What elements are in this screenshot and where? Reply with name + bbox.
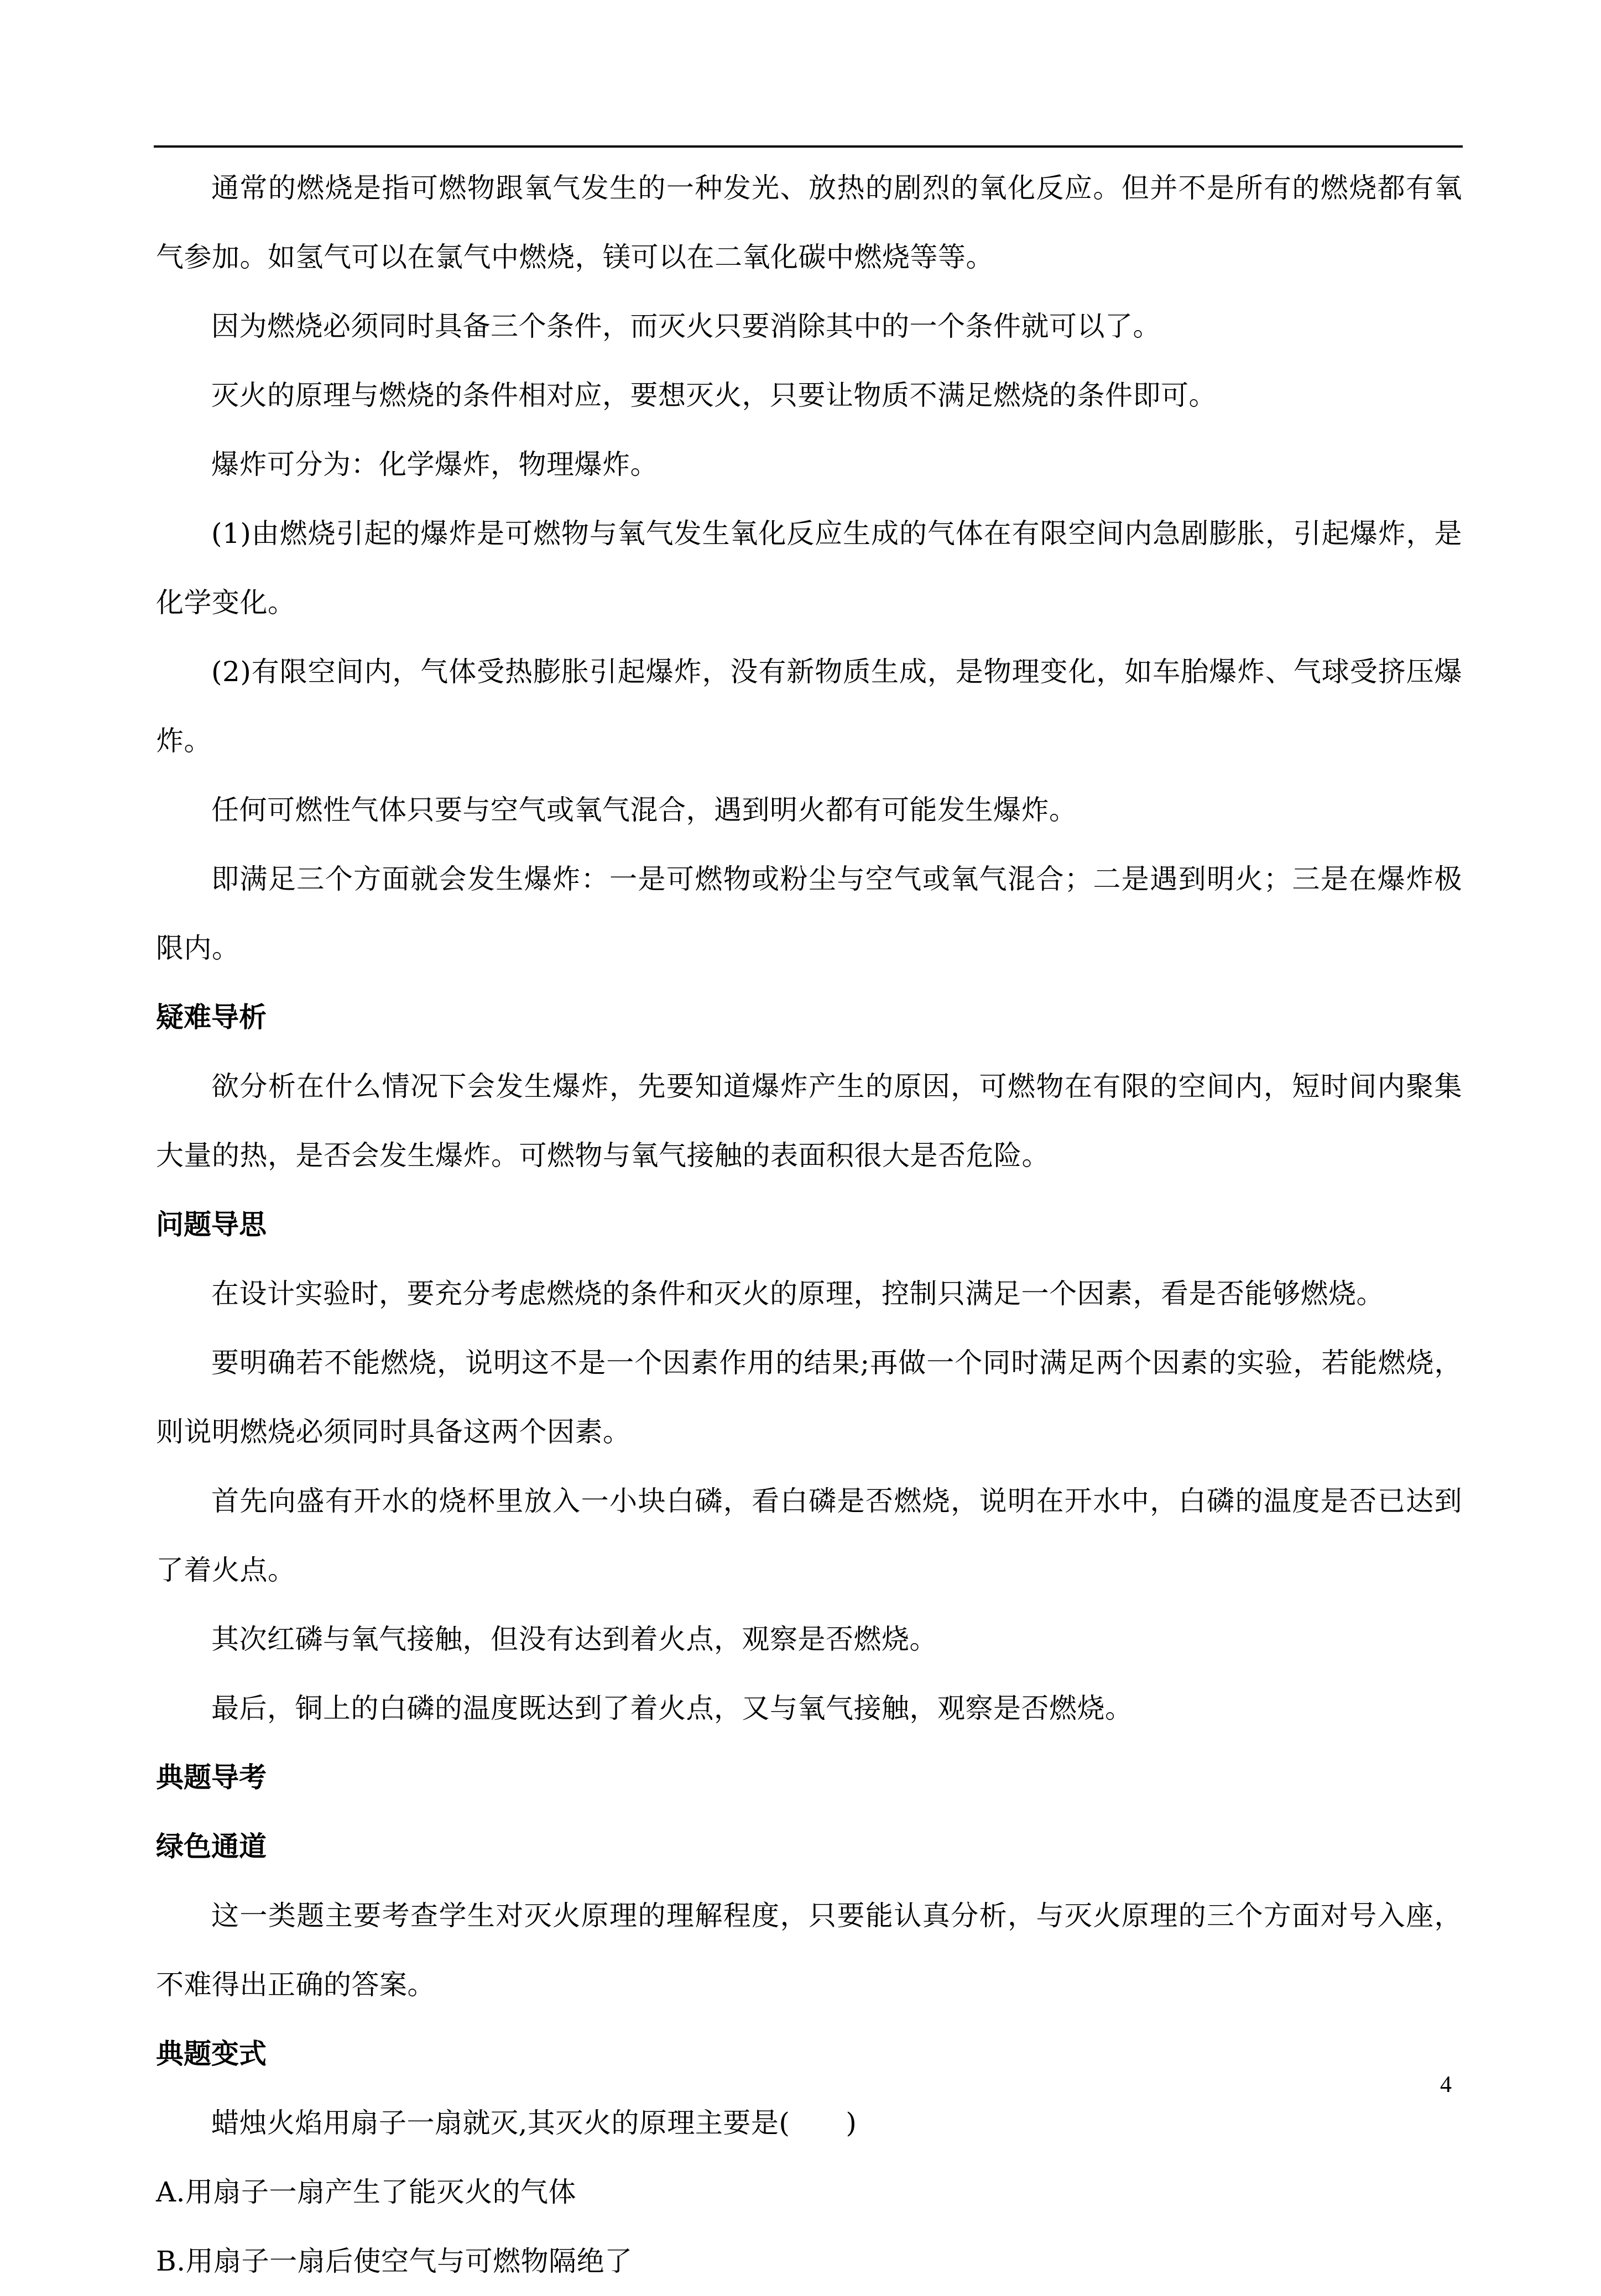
paragraph-white-phosphorus-water: 首先向盛有开水的烧杯里放入一小块白磷，看白磷是否燃烧，说明在开水中，白磷的温度是否已达到了着火点。	[156, 1485, 1462, 1586]
section-heading-green-channel: 绿色通道	[156, 1830, 267, 1863]
paragraph-explosion-types: 爆炸可分为：化学爆炸，物理爆炸。	[211, 448, 658, 480]
paragraph-red-phosphorus: 其次红磷与氧气接触，但没有达到着火点，观察是否燃烧。	[211, 1623, 937, 1655]
paragraph-fire-extinguishing-principle: 灭火的原理与燃烧的条件相对应，要想灭火，只要让物质不满足燃烧的条件即可。	[211, 379, 1217, 411]
header-rule	[154, 145, 1463, 148]
section-heading-question-variants: 典题变式	[156, 2038, 267, 2070]
paragraph-flammable-gas: 任何可燃性气体只要与空气或氧气混合，遇到明火都有可能发生爆炸。	[211, 794, 1077, 826]
question-stem: 蜡烛火焰用扇子一扇就灭,其灭火的原理主要是( )	[211, 2107, 857, 2139]
page-body	[156, 154, 1462, 2296]
paragraph-explosion-conditions: 即满足三个方面就会发生爆炸：一是可燃物或粉尘与空气或氧气混合；二是遇到明火；三是在爆炸极限内。	[156, 863, 1462, 964]
section-heading-question-thinking: 问题导思	[156, 1209, 267, 1241]
paragraph-white-phosphorus-copper: 最后，铜上的白磷的温度既达到了着火点，又与氧气接触，观察是否燃烧。	[211, 1692, 1133, 1724]
section-heading-difficulty-analysis: 疑难导析	[156, 1001, 267, 1033]
option-a: A.用扇子一扇产生了能灭火的气体	[156, 2176, 577, 2208]
paragraph-three-conditions: 因为燃烧必须同时具备三个条件，而灭火只要消除其中的一个条件就可以了。	[211, 310, 1161, 342]
paragraph-physical-explosion: (2)有限空间内，气体受热膨胀引起爆炸，没有新物质生成，是物理变化，如车胎爆炸、气球受挤压爆炸。	[156, 656, 1462, 757]
paragraph-experiment-design: 在设计实验时，要充分考虑燃烧的条件和灭火的原理，控制只满足一个因素，看是否能够燃烧。	[211, 1278, 1384, 1310]
paragraph-green-channel: 这一类题主要考查学生对灭火原理的理解程度，只要能认真分析，与灭火原理的三个方面对号入座，不难得出正确的答案。	[156, 1900, 1462, 2001]
section-heading-typical-questions: 典题导考	[156, 1761, 267, 1793]
paragraph-combustion-definition: 通常的燃烧是指可燃物跟氧气发生的一种发光、放热的剧烈的氧化反应。但并不是所有的燃烧都有氧气参加。如氢气可以在氯气中燃烧，镁可以在二氧化碳中燃烧等等。	[156, 172, 1462, 273]
paragraph-chemical-explosion: (1)由燃烧引起的爆炸是可燃物与氧气发生氧化反应生成的气体在有限空间内急剧膨胀，引起爆炸，是化学变化。	[156, 517, 1462, 619]
page-number: 4	[1440, 2072, 1452, 2098]
option-b: B.用扇子一扇后使空气与可燃物隔绝了	[156, 2245, 633, 2277]
paragraph-difficulty-analysis: 欲分析在什么情况下会发生爆炸，先要知道爆炸产生的原因，可燃物在有限的空间内，短时间内聚集大量的热，是否会发生爆炸。可燃物与氧气接触的表面积很大是否危险。	[156, 1070, 1462, 1171]
paragraph-two-factor-experiment: 要明确若不能燃烧，说明这不是一个因素作用的结果;再做一个同时满足两个因素的实验，若能燃烧，则说明燃烧必须同时具备这两个因素。	[156, 1347, 1462, 1448]
